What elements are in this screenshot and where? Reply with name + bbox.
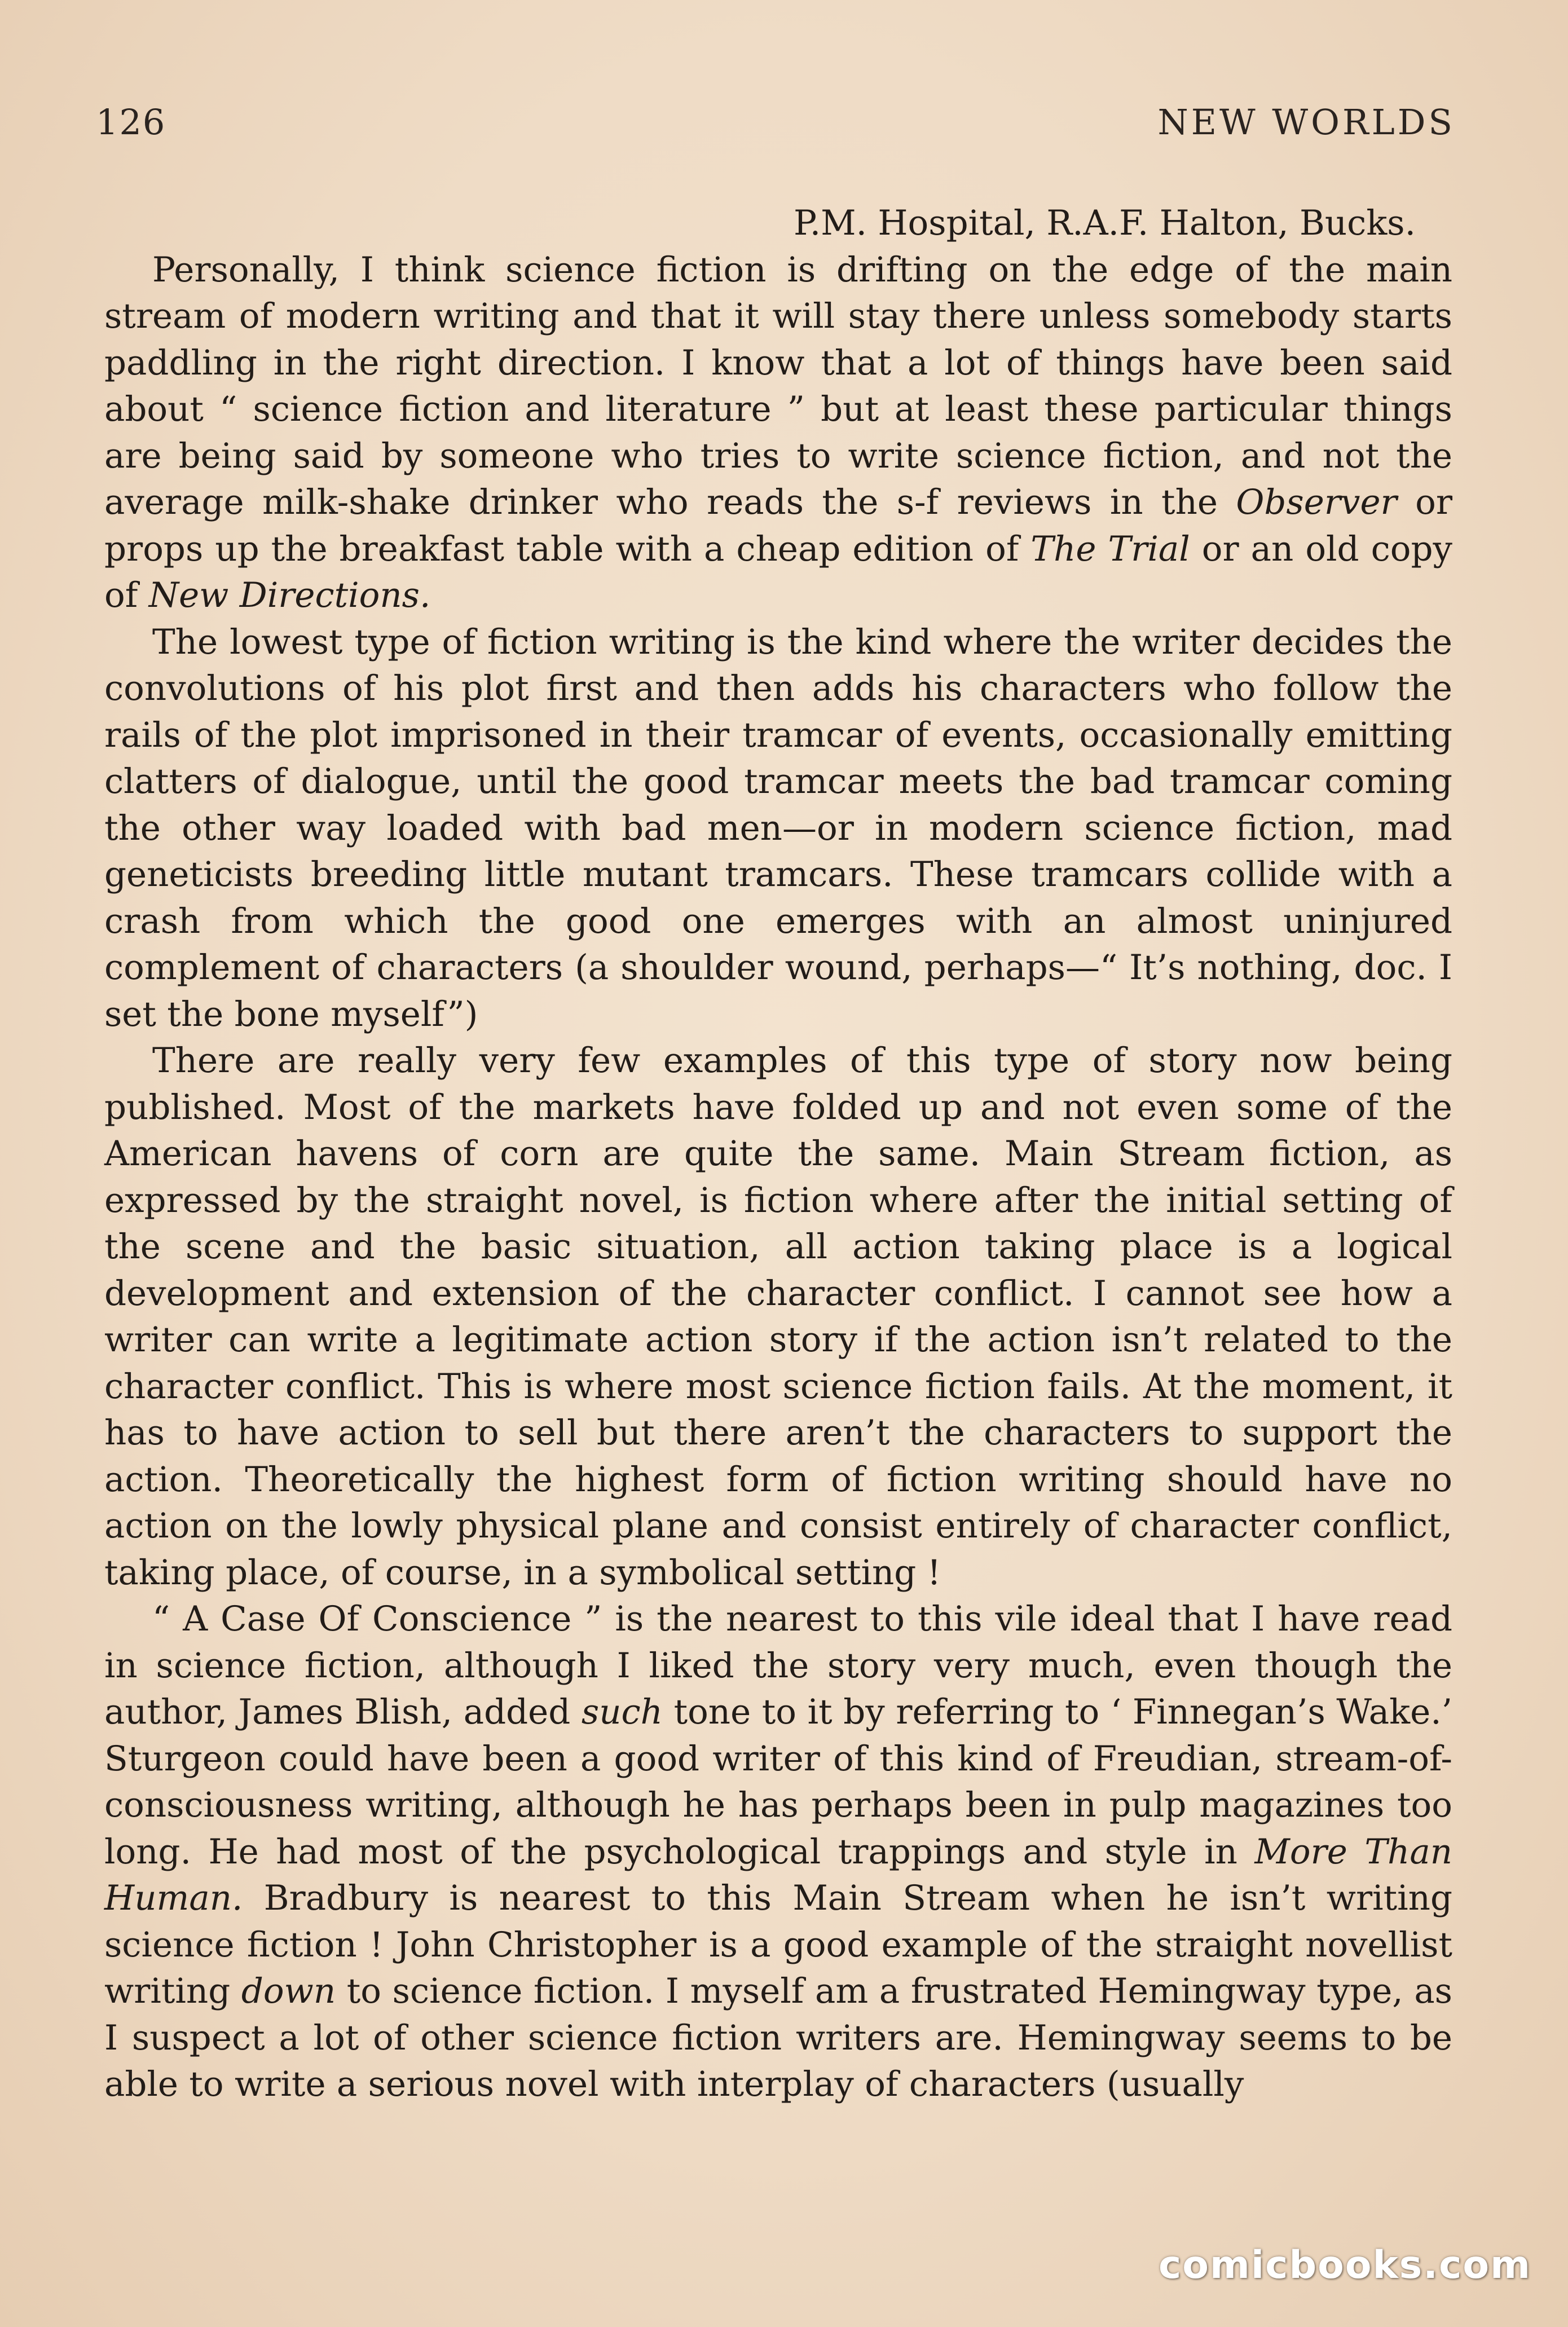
text-run: or props up the breakfast table with a cheap edition of	[104, 482, 1452, 569]
letter-body	[104, 200, 1452, 2108]
page-header	[96, 102, 1455, 158]
text-run: to science fiction. I myself am a frustrated Hemingway type, as I suspect a lot of other science fiction writers are. Hemingway seems to be able to write a serious novel with interplay of characters (usually	[104, 1971, 1452, 2104]
paragraph-2	[104, 619, 1452, 1038]
italic-title-new-directions: New Directions.	[148, 575, 431, 615]
italic-emphasis-such: such	[581, 1692, 663, 1732]
paragraph-4	[104, 1596, 1452, 2108]
text-run: or an old copy of	[104, 528, 1453, 615]
page-number: 126	[96, 102, 166, 143]
watermark-logo: comicbooks.com	[1158, 2243, 1531, 2288]
paragraph-1	[104, 247, 1452, 619]
italic-emphasis-down: down	[241, 1971, 336, 2011]
sender-address: P.M. Hospital, R.A.F. Halton, Bucks.	[794, 203, 1416, 243]
italic-title-more-than-human: More Than Human.	[104, 1831, 1452, 1918]
text-run: tone to it by referring to ‘ Finnegan’s Wake.’ Sturgeon could have been a good writer of this kind of Freudian, stream-of-consciousness writing, although he has perhaps been in pulp magazines too long. He had most of the psychological trappings and style in	[104, 1692, 1452, 1872]
text-run: There are really very few examples of this type of story now being published. Most of the markets have folded up and not even some of the American havens of corn are quite the same. Main Stream fiction, as expressed by the straight novel, is fiction where after the initial setting of the scene and the basic situation, all action taking place is a logical development and extension of the character conflict. I cannot see how a writer can write a legitimate action story if the action isn’t related to the character conflict. This is where most science fiction fails. At the moment, it has to have action to sell but there aren’t the characters to support the action. Theoretically the highest form of fiction writing should have no action on the lowly physical plane and consist entirely of character conflict, taking place, of course, in a symbolical setting !	[104, 1041, 1452, 1593]
text-run: The lowest type of fiction writing is the kind where the writer decides the convolutions of his plot first and then adds his characters who follow the rails of the plot imprisoned in their tramcar of events, occasionally emitting clatters of dialogue, until the good tramcar meets the bad tramcar coming the other way loaded with bad men—or in modern science fiction, mad geneticists breeding little mutant tramcars. These tramcars collide with a crash from which the good one emerges with an almost uninjured complement of characters (a shoulder wound, perhaps—“ It’s nothing, doc. I set the bone myself”)	[104, 622, 1452, 1034]
text-run: “ A Case Of Conscience ” is the nearest to this vile ideal that I have read in science fiction, although I liked the story very much, even though the author, James Blish, added	[104, 1599, 1452, 1732]
italic-title-observer: Observer	[1236, 482, 1397, 522]
text-run: Bradbury is nearest to this Main Stream when he isn’t writing science fiction ! John Christopher is a good example of the straight novellist writing	[104, 1878, 1452, 2011]
paragraph-3	[104, 1038, 1452, 1596]
running-head: NEW WORLDS	[1157, 102, 1455, 143]
text-run: Personally, I think science fiction is drifting on the edge of the main stream of modern writing and that it will stay there unless somebody starts paddling in the right direction. I know that a lot of things have been said about “ science fiction and literature ” but at least these particular things are being said by someone who tries to write science fiction, and not the average milk-shake drinker who reads the s-f reviews in the	[104, 249, 1452, 522]
italic-title-the-trial: The Trial	[1030, 528, 1190, 569]
